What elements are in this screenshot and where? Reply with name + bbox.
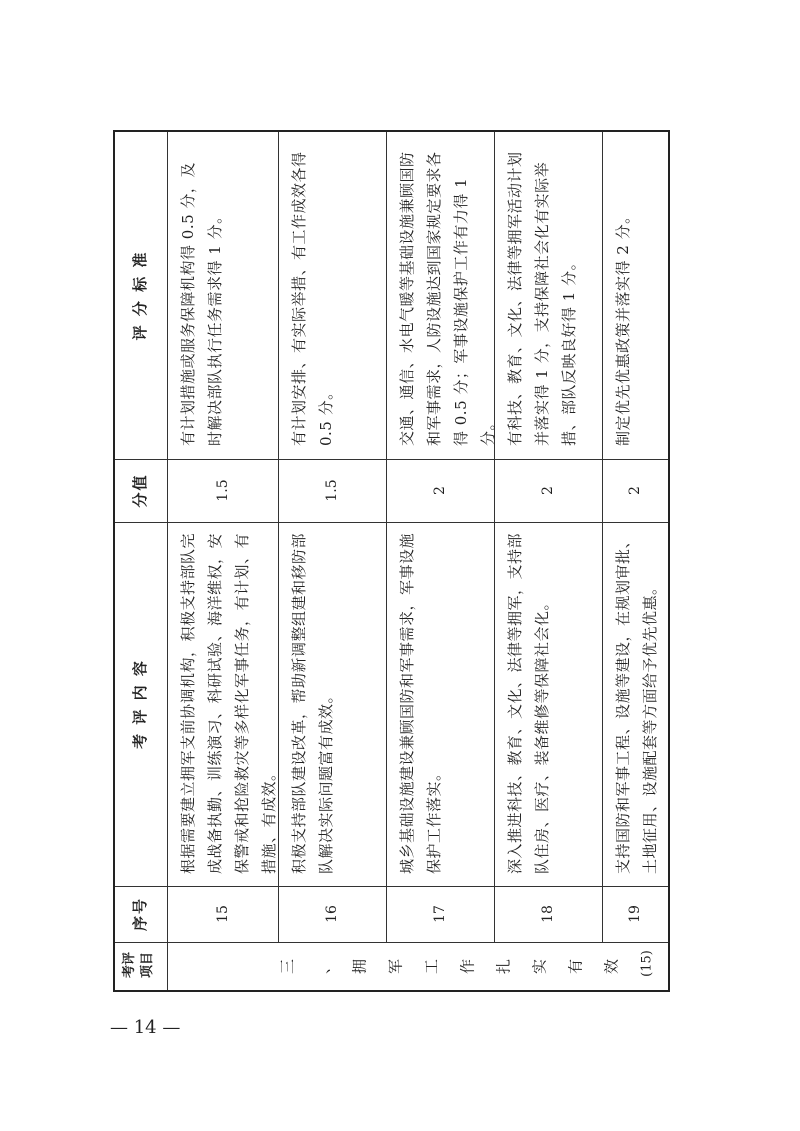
score-table xyxy=(113,130,670,992)
header-number: 序号 xyxy=(131,897,149,932)
row-score: 1.5 xyxy=(324,479,340,502)
row-score: 2 xyxy=(432,486,448,495)
row-number: 17 xyxy=(432,905,448,923)
category-cell xyxy=(167,942,668,990)
category-char: 拥 xyxy=(350,959,369,975)
row-standard: 交通、通信、水电气暖等基础设施兼顾国防和军事需求，人防设施达到国家规定要求各得 0.5 分；军事设施保护工作有力得 1 分。 xyxy=(398,151,497,446)
category-char: 工 xyxy=(422,959,441,975)
header-standard: 评 分 标 准 xyxy=(131,250,149,341)
category-char: 军 xyxy=(386,959,405,975)
category-char: 作 xyxy=(458,959,477,975)
header-content: 考 评 内 容 xyxy=(131,659,149,749)
row-standard: 制定优先优惠政策并落实得 2 分。 xyxy=(614,208,632,446)
category-char: 扎 xyxy=(494,959,513,975)
page-number: — 14 — xyxy=(110,1017,181,1038)
category-char: 效 xyxy=(602,959,621,975)
row-content: 深入推进科技、教育、文化、法律等拥军，支持部队住房、医疗、装备维修等保障社会化。 xyxy=(506,532,551,874)
row-content: 根据需要建立拥军支前协调机构，积极支持部队完成战备执勤、训练演习、科研试验、海洋维权，安保警戒和抢险救灾等多样化军事任务，有计划、有措施、有成效。 xyxy=(179,532,278,874)
divider xyxy=(167,132,168,990)
row-score: 2 xyxy=(627,486,643,495)
row-standard: 有计划安排、有实际举措、有工作成效各得 0.5 分。 xyxy=(290,151,335,446)
row-content: 支持国防和军事工程、设施等建设，在规划审批、土地征用、设施配套等方面给予优先优惠。 xyxy=(614,532,659,874)
header-score: 分值 xyxy=(131,473,149,508)
category-char: 实 xyxy=(530,959,549,975)
row-number: 18 xyxy=(540,905,556,923)
row-standard: 有计划措施或服务保障机构得 0.5 分，及时解决部队执行任务需求得 1 分。 xyxy=(179,162,224,446)
divider xyxy=(115,522,668,523)
row-number: 15 xyxy=(214,905,231,923)
row-score: 2 xyxy=(540,486,556,495)
row-number: 16 xyxy=(324,905,340,923)
divider xyxy=(494,132,495,942)
category-char: 三 xyxy=(278,959,297,975)
header-category: 考评 项目 xyxy=(122,952,155,979)
row-score: 1.5 xyxy=(214,479,231,502)
divider xyxy=(386,132,387,942)
category-char: (15) xyxy=(639,950,655,977)
divider xyxy=(602,132,603,942)
row-content: 城乡基础设施建设兼顾国防和军事需求，军事设施保护工作落实。 xyxy=(398,532,443,874)
row-standard: 有科技、教育、文化、法律等拥军活动计划并落实得 1 分，支持保障社会化有实际举措、部队反映良好得 1 分。 xyxy=(506,151,578,446)
header-band xyxy=(115,132,167,990)
category-char: 、 xyxy=(314,959,333,975)
header-category-cell xyxy=(115,942,167,990)
row-number: 19 xyxy=(627,905,643,923)
category-char: 有 xyxy=(566,959,585,975)
row-content: 积极支持部队建设改革，帮助新调整组建和移防部队解决实际问题富有成效。 xyxy=(290,532,335,874)
